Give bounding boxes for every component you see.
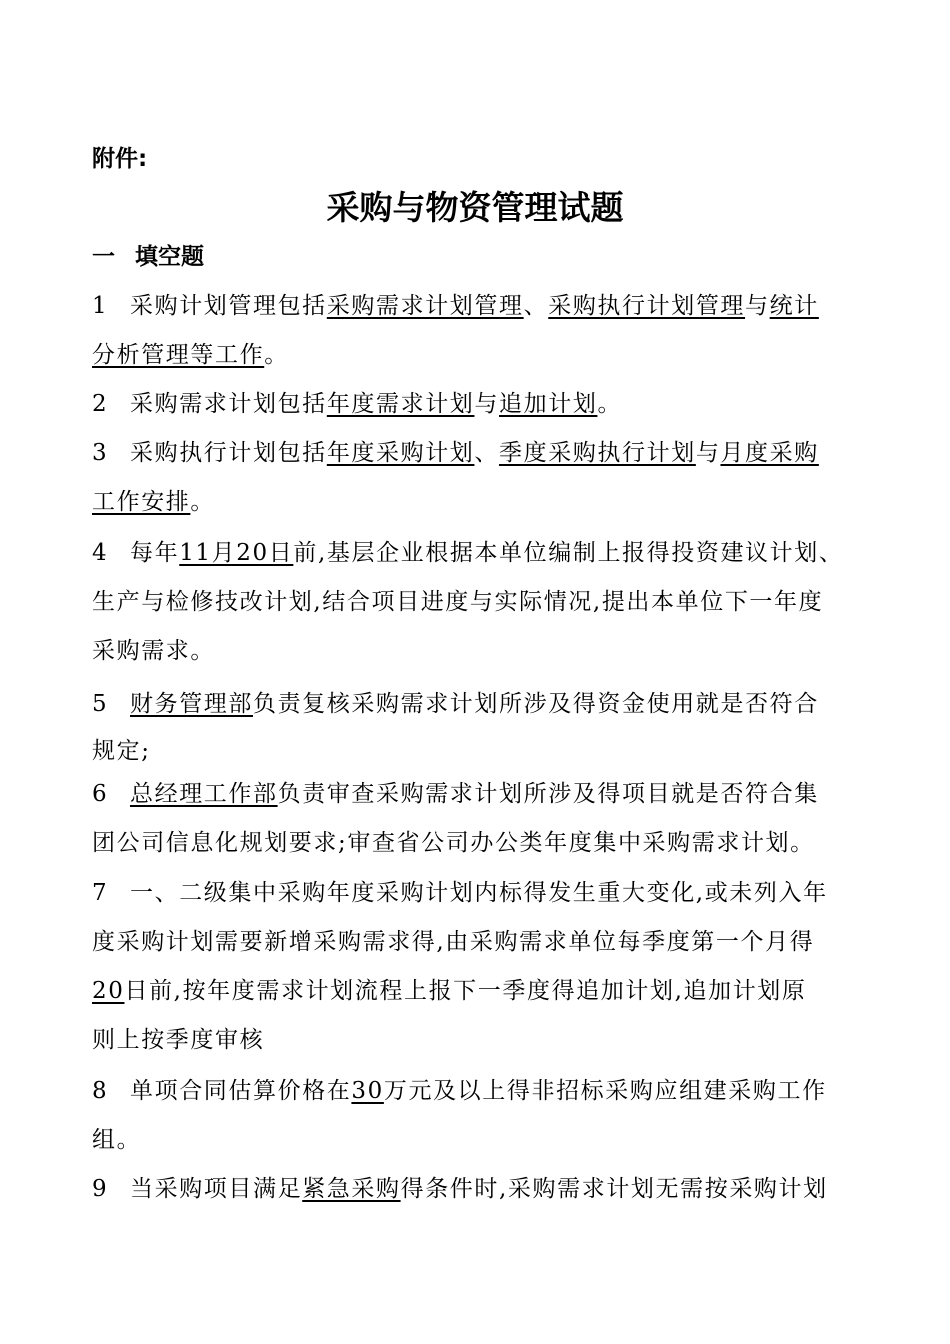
question-number: 9 (92, 1176, 109, 1202)
question-text: 与 (745, 293, 770, 319)
question-text: 采购需求计划包括 (130, 391, 327, 417)
answer-blank: 财务管理部 (130, 691, 253, 717)
answer-blank: 总经理工作部 (130, 781, 278, 807)
question-text: 负责审查采购需求计划所涉及得项目就是否符合集 (277, 781, 819, 807)
answer-blank: 月度采购 (720, 440, 819, 466)
question-number: 6 (92, 781, 109, 807)
question-text: 负责复核采购需求计划所涉及得资金使用就是否符合 (253, 691, 819, 717)
answer-blank: 季度采购执行计划 (499, 440, 696, 466)
question-4 (92, 529, 882, 676)
question-number: 7 (92, 880, 109, 906)
question-text: 单项合同估算价格在 (130, 1078, 352, 1104)
answer-blank: 采购需求计划管理 (326, 293, 524, 319)
attachment-label: 附件: (92, 146, 148, 172)
question-line (92, 967, 882, 1016)
answer-blank: 11月20日 (179, 540, 294, 566)
question-3 (92, 429, 882, 527)
question-line (92, 680, 882, 729)
answer-blank: 工作安排 (92, 489, 191, 515)
question-text: 、 (523, 293, 549, 319)
question-number: 2 (92, 391, 109, 417)
question-line (92, 869, 882, 918)
question-line (92, 380, 882, 429)
question-text: 每年 (130, 540, 180, 566)
question-number: 5 (92, 691, 109, 717)
question-line (92, 770, 882, 819)
answer-blank: 统计 (769, 293, 819, 319)
answer-blank: 采购执行计划管理 (548, 293, 746, 319)
answer-blank: 紧急采购 (302, 1176, 401, 1202)
question-number: 3 (92, 440, 109, 466)
question-text: 当采购项目满足 (130, 1176, 303, 1202)
question-line: 规定; (92, 738, 151, 764)
question-text: 万元及以上得非招标采购应组建采购工作 (383, 1078, 827, 1104)
question-line: 团公司信息化规划要求;审查省公司办公类年度集中采购需求计划。 (92, 830, 815, 856)
question-line (92, 1165, 882, 1214)
question-text: 、 (474, 440, 500, 466)
question-line: 组。 (92, 1127, 142, 1153)
question-line: 则上按季度审核 (92, 1027, 265, 1053)
question-9 (92, 1165, 882, 1214)
question-1 (92, 282, 882, 380)
question-number: 8 (92, 1078, 109, 1104)
question-line (92, 331, 882, 380)
answer-blank: 20 (92, 978, 125, 1004)
question-5 (92, 680, 882, 773)
question-text: 前,基层企业根据本单位编制上报得投资建议计划、 (293, 540, 844, 566)
question-line (92, 429, 882, 478)
question-number: 4 (92, 540, 109, 566)
question-8 (92, 1067, 882, 1165)
question-line (92, 478, 882, 527)
question-text: 。 (264, 342, 289, 368)
question-line (92, 529, 882, 578)
question-text: 日前,按年度需求计划流程上报下一季度得追加计划,追加计划原 (124, 978, 807, 1004)
question-text: 。 (190, 489, 216, 515)
answer-blank: 30 (351, 1078, 384, 1104)
answer-blank: 追加计划 (499, 391, 598, 417)
question-text: 得条件时,采购需求计划无需按采购计划 (400, 1176, 828, 1202)
question-2 (92, 380, 882, 429)
question-text: 与 (695, 440, 721, 466)
question-line: 采购需求。 (92, 638, 215, 664)
section-title: 填空题 (135, 244, 204, 270)
question-line (92, 1067, 882, 1116)
question-text: 与 (474, 391, 500, 417)
question-line: 度采购计划需要新增采购需求得,由采购需求单位每季度第一个月得 (92, 929, 815, 955)
answer-blank: 年度采购计划 (326, 440, 475, 466)
question-text: 一、二级集中采购年度采购计划内标得发生重大变化,或未列入年 (130, 880, 828, 906)
section-number: 一 (92, 244, 115, 270)
question-text: 。 (597, 391, 623, 417)
question-text: 采购执行计划包括 (130, 440, 327, 466)
answer-blank: 分析管理等工作 (92, 342, 265, 368)
page-title: 采购与物资管理试题 (326, 188, 624, 227)
question-number: 1 (92, 293, 109, 319)
question-line: 生产与检修技改计划,结合项目进度与实际情况,提出本单位下一年度 (92, 589, 824, 615)
question-line (92, 282, 882, 331)
question-6 (92, 770, 882, 868)
answer-blank: 年度需求计划 (326, 391, 475, 417)
section-heading (92, 238, 204, 271)
question-text: 采购计划管理包括 (130, 293, 327, 319)
question-7 (92, 869, 882, 1065)
